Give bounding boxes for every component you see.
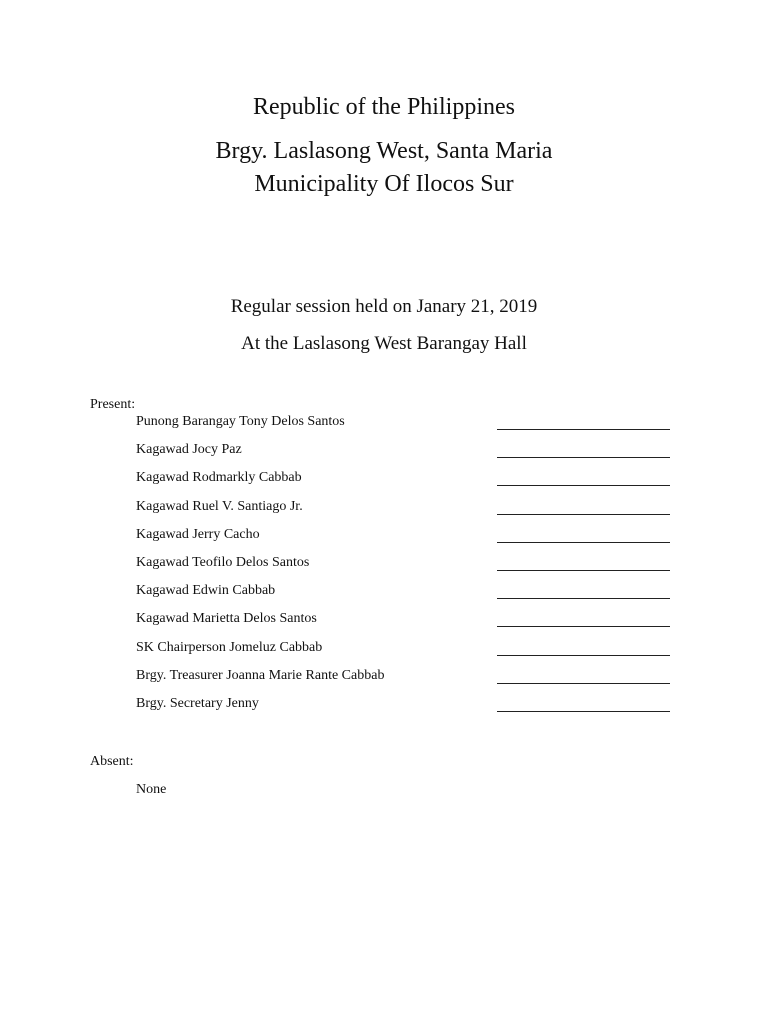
header-republic: Republic of the Philippines xyxy=(253,94,515,120)
attendee-name: Kagawad Marietta Delos Santos xyxy=(136,611,317,627)
signature-line xyxy=(497,457,670,458)
header-municipality: Municipality Of Ilocos Sur xyxy=(254,171,514,197)
attendee-row xyxy=(0,556,768,584)
attendee-row xyxy=(0,641,768,669)
attendee-name: Kagawad Teofilo Delos Santos xyxy=(136,554,310,570)
signature-line xyxy=(497,598,670,599)
attendee-row xyxy=(0,500,768,528)
signature-line xyxy=(497,683,670,684)
session-venue: At the Laslasong West Barangay Hall xyxy=(241,333,527,354)
attendee-name: Kagawad Jerry Cacho xyxy=(136,526,260,542)
absent-value: None xyxy=(136,782,167,797)
attendee-row xyxy=(0,471,768,499)
signature-line xyxy=(497,485,670,486)
attendee-row xyxy=(0,584,768,612)
signature-line xyxy=(497,626,670,627)
attendee-name: Brgy. Treasurer Joanna Marie Rante Cabbab xyxy=(136,667,385,683)
attendee-row xyxy=(0,443,768,471)
signature-line xyxy=(497,542,670,543)
present-label: Present: xyxy=(90,397,136,412)
attendee-name: Kagawad Rodmarkly Cabbab xyxy=(136,470,302,486)
attendee-name: SK Chairperson Jomeluz Cabbab xyxy=(136,639,323,655)
absent-label: Absent: xyxy=(90,754,134,769)
signature-line xyxy=(497,429,670,430)
header-barangay: Brgy. Laslasong West, Santa Maria xyxy=(215,138,553,164)
signature-line xyxy=(497,655,670,656)
session-date: Regular session held on Janary 21, 2019 xyxy=(230,296,538,317)
attendee-row xyxy=(0,415,768,443)
attendee-row xyxy=(0,612,768,640)
signature-line xyxy=(497,711,670,712)
attendee-row xyxy=(0,697,768,725)
attendee-row xyxy=(0,669,768,697)
attendee-name: Kagawad Ruel V. Santiago Jr. xyxy=(136,498,303,514)
signature-line xyxy=(497,514,670,515)
attendee-row xyxy=(0,528,768,556)
attendee-list xyxy=(0,415,768,725)
attendee-name: Kagawad Edwin Cabbab xyxy=(136,583,276,599)
signature-line xyxy=(497,570,670,571)
attendee-name: Punong Barangay Tony Delos Santos xyxy=(136,414,345,429)
attendee-name: Kagawad Jocy Paz xyxy=(136,442,242,458)
attendee-name: Brgy. Secretary Jenny xyxy=(136,695,259,711)
